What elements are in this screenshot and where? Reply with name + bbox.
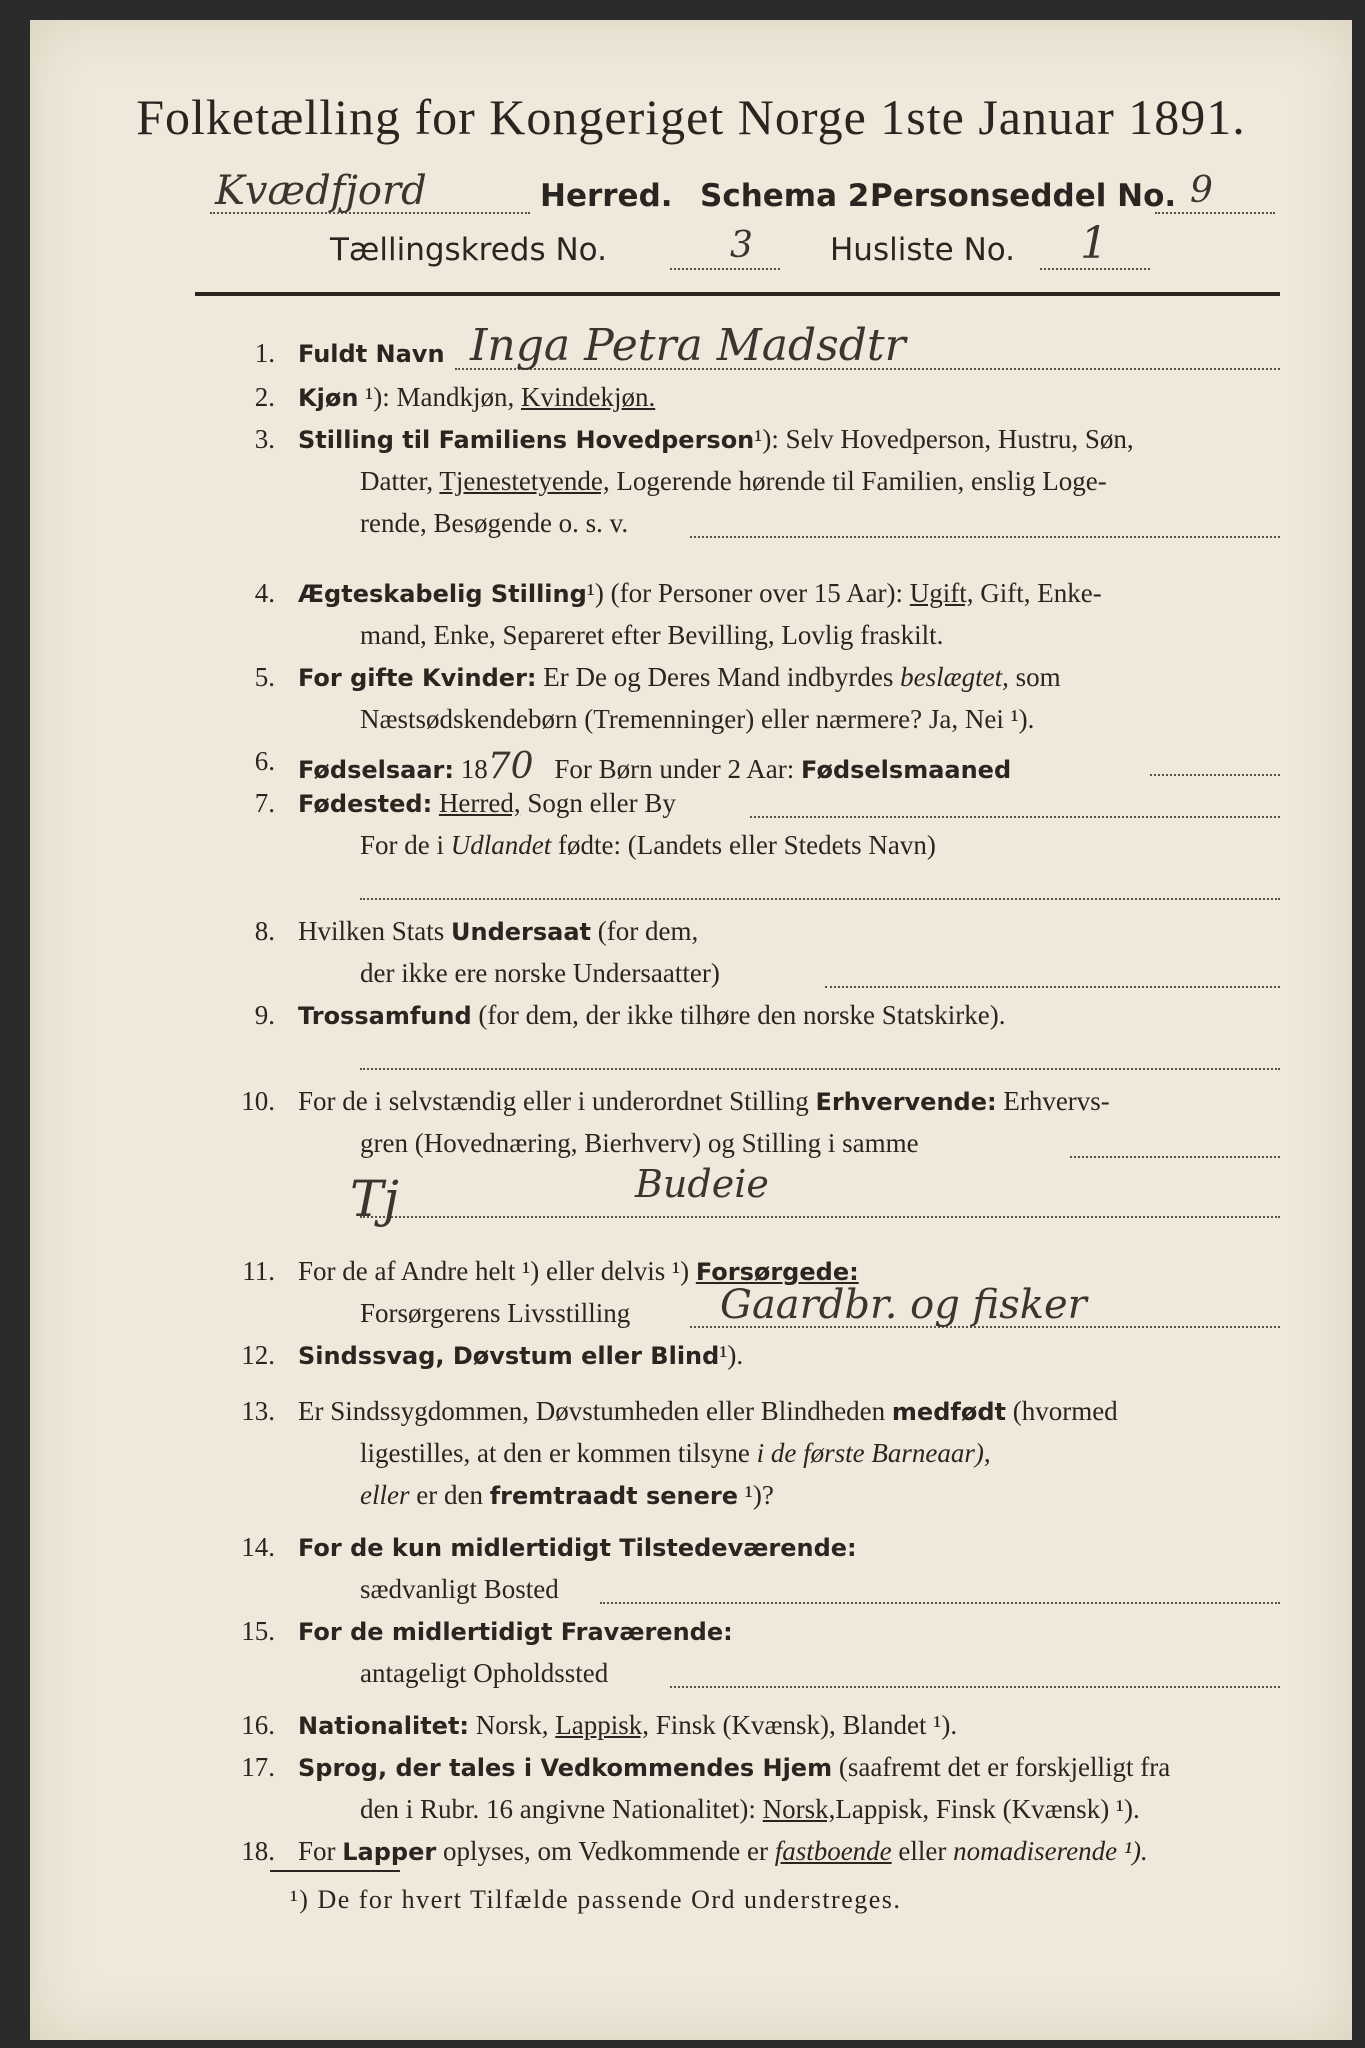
field-2-option-kvindekjon: Kvindekjøn. — [521, 382, 656, 412]
field-9-label: Trossamfund — [298, 1002, 472, 1030]
field-10-dots-1 — [1070, 1156, 1280, 1158]
field-18-label: Lapper — [342, 1838, 437, 1866]
field-17-label: Sprog, der tales i Vedkommendes Hjem — [298, 1754, 833, 1782]
form-title: Folketælling for Kongeriget Norge 1ste Januar 1891. — [136, 89, 1246, 145]
field-8-dots — [825, 986, 1280, 988]
husliste-dots — [1040, 268, 1150, 270]
field-14-label: For de kun midlertidigt Tilstedeværende: — [298, 1534, 857, 1562]
field-17-line-1 — [298, 1752, 1170, 1783]
field-16-option-lappisk: Lappisk, — [555, 1710, 650, 1740]
field-5-text-1a: Er De og Deres Mand indbyrdes — [543, 662, 894, 692]
field-4-line-2: mand, Enke, Separeret efter Bevilling, Lovlig fraskilt. — [360, 620, 944, 650]
field-4-option-ugift: Ugift, — [909, 578, 974, 608]
field-13-line-2 — [360, 1438, 991, 1469]
field-2-line — [298, 382, 655, 413]
field-16-text-2: Finsk (Kvænsk), Blandet ¹). — [655, 1710, 958, 1740]
field-15-dots — [670, 1686, 1280, 1688]
field-6-line — [298, 746, 1011, 787]
field-5-number: 5. — [254, 662, 275, 692]
personseddel-value: 9 — [1190, 170, 1213, 211]
field-3-text-2a: Datter, — [360, 466, 434, 496]
field-4-text-1a: ¹) (for Personer over 15 Aar): — [586, 578, 904, 608]
field-13-label: medfødt — [891, 1398, 1006, 1426]
field-17-line-2 — [360, 1794, 1140, 1825]
taellingskreds-dots — [670, 268, 780, 270]
personseddel-label: Personseddel No. — [870, 178, 1177, 214]
field-11-label: Forsørgede: — [695, 1258, 859, 1286]
husliste-label: Husliste No. — [830, 232, 1016, 268]
field-12-line — [298, 1340, 743, 1371]
field-2-label: Kjøn — [298, 384, 359, 412]
field-2-text: ¹): Mandkjøn, — [365, 382, 515, 412]
field-16-label: Nationalitet: — [298, 1712, 470, 1740]
field-18-text-1d: nomadiserende ¹). — [953, 1836, 1148, 1866]
field-4-label: Ægteskabelig Stilling — [298, 580, 587, 608]
field-6-year-value: 70 — [487, 746, 534, 787]
field-7-line-2 — [360, 830, 936, 861]
personseddel-dots — [1155, 212, 1275, 214]
field-13-text-2b: i de første Barneaar), — [756, 1438, 991, 1468]
field-15-number: 15. — [241, 1616, 275, 1646]
field-6-number: 6. — [254, 746, 275, 776]
schema-label: Schema 2. — [700, 178, 882, 214]
field-16-text-1: Norsk, — [475, 1710, 549, 1740]
field-9-number: 9. — [254, 1000, 275, 1030]
field-13-line-3 — [360, 1480, 774, 1511]
field-13-text-3b: er den — [416, 1480, 483, 1510]
field-3-text-1: ¹): Selv Hovedperson, Hustru, Søn, — [754, 424, 1134, 454]
field-9-text: (for dem, der ikke tilhøre den norske Statskirke). — [478, 1000, 1006, 1030]
field-10-text-1a: For de i selvstændig eller i underordnet Stilling — [298, 1086, 809, 1116]
field-3-line-1 — [298, 424, 1134, 455]
field-5-line-1 — [298, 662, 1061, 693]
field-13-text-1a: Er Sindssygdommen, Døvstumheden eller Blindheden — [298, 1396, 886, 1426]
field-13-line-1 — [298, 1396, 1118, 1427]
field-9-dots — [360, 1068, 1280, 1070]
field-14-dots — [600, 1602, 1280, 1604]
field-2-number: 2. — [254, 382, 275, 412]
field-8-line-1 — [298, 916, 698, 947]
field-7-option-herred: Herred, — [438, 788, 521, 818]
field-7-number: 7. — [254, 788, 275, 818]
field-3-label: Stilling til Familiens Hovedperson — [298, 426, 755, 454]
field-10-number: 10. — [241, 1086, 275, 1116]
field-7-text: Sogn eller By — [527, 788, 676, 818]
field-15-line-2: antageligt Opholdssted — [360, 1658, 609, 1688]
field-12-number: 12. — [241, 1340, 275, 1370]
field-10-label: Erhvervende: — [815, 1088, 997, 1116]
field-17-text-2a: den i Rubr. 16 angivne Nationalitet): — [360, 1794, 756, 1824]
field-3-number: 3. — [254, 424, 275, 454]
field-9-line — [298, 1000, 1005, 1031]
field-11-line-2: Forsørgerens Livsstilling — [360, 1298, 631, 1328]
field-8-line-2: der ikke ere norske Undersaatter) — [360, 958, 720, 988]
field-11-number: 11. — [242, 1256, 275, 1286]
field-6-label-2: Fødselsmaaned — [801, 756, 1012, 784]
taellingskreds-label: Tællingskreds No. — [330, 232, 607, 268]
field-5-text-1c: som — [1015, 662, 1061, 692]
field-7-label: Fødested: — [298, 790, 433, 818]
field-18-text-1b: oplyses, om Vedkommende er — [442, 1836, 768, 1866]
footnote-rule — [270, 1870, 400, 1872]
field-17-number: 17. — [241, 1752, 275, 1782]
field-7-text-2a: For de i — [360, 830, 444, 860]
field-14-line-2: sædvanligt Bosted — [360, 1574, 559, 1604]
field-10-erhverv-value: Budeie — [635, 1162, 769, 1206]
field-4-line-1 — [298, 578, 1102, 609]
field-1-label: Fuldt Navn — [298, 340, 445, 368]
field-6-text: For Børn under 2 Aar: — [554, 754, 795, 784]
field-12-text: ¹). — [719, 1340, 744, 1370]
field-16-number: 16. — [241, 1710, 275, 1740]
field-4-number: 4. — [254, 578, 275, 608]
field-17-text-2b: Lappisk, Finsk (Kvænsk) ¹). — [835, 1794, 1140, 1824]
field-1-number: 1. — [254, 338, 275, 368]
herred-dots — [210, 212, 530, 214]
field-16-line — [298, 1710, 957, 1741]
field-3-option-tjenestetyende: Tjenestetyende, — [439, 466, 610, 496]
field-3-stilling-mark: Tj — [350, 1170, 399, 1228]
field-8-label: Undersaat — [451, 918, 592, 946]
field-13-text-3a: eller — [360, 1480, 410, 1510]
field-7-dots-1 — [750, 816, 1280, 818]
field-15-label: For de midlertidigt Fraværende: — [298, 1618, 733, 1646]
field-8-number: 8. — [254, 916, 275, 946]
field-6-dots — [1150, 774, 1280, 776]
field-18-text-1a: For — [298, 1836, 336, 1866]
field-6-prefix: 18 — [460, 754, 488, 784]
census-form-sheet — [30, 20, 1352, 2040]
field-18-line — [298, 1836, 1148, 1867]
field-18-option-fastboende: fastboende — [774, 1836, 892, 1866]
field-18-number: 18. — [241, 1836, 275, 1866]
field-8-text-1b: (for dem, — [597, 916, 699, 946]
field-14-number: 14. — [241, 1532, 275, 1562]
field-7-dots-2 — [360, 898, 1280, 900]
taellingskreds-value: 3 — [730, 225, 753, 266]
field-1-name-value: Inga Petra Madsdtr — [470, 320, 906, 371]
field-3-line-3: rende, Besøgende o. s. v. — [360, 508, 629, 538]
field-10-line-2: gren (Hovednæring, Bierhverv) og Stilling i samme — [360, 1128, 919, 1158]
field-12-label: Sindssvag, Døvstum eller Blind — [298, 1342, 720, 1370]
header-rule — [195, 292, 1280, 296]
field-10-dots-2 — [360, 1216, 1280, 1218]
field-5-line-2: Næstsødskendebørn (Tremenninger) eller nærmere? Ja, Nei ¹). — [360, 704, 1035, 734]
field-13-number: 13. — [241, 1396, 275, 1426]
field-4-text-1c: Gift, Enke- — [980, 578, 1102, 608]
field-7-text-2c: fødte: (Landets eller Stedets Navn) — [558, 830, 936, 860]
field-7-text-2b: Udlandet — [450, 830, 552, 860]
field-3-text-2c: Logerende hørende til Familien, enslig Loge- — [616, 466, 1107, 496]
herred-label: Herred. — [540, 178, 673, 214]
field-5-text-1b: beslægtet, — [900, 662, 1009, 692]
field-13-text-3c: ¹)? — [744, 1480, 774, 1510]
herred-value: Kvædfjord — [215, 168, 427, 214]
field-7-line-1 — [298, 788, 676, 819]
field-17-option-norsk: Norsk, — [762, 1794, 836, 1824]
footnote: ¹) De for hvert Tilfælde passende Ord understreges. — [290, 1885, 902, 1914]
field-18-text-1c: eller — [898, 1836, 947, 1866]
field-13-text-2a: ligestilles, at den er kommen tilsyne — [360, 1438, 750, 1468]
field-13-text-1b: (hvormed — [1012, 1396, 1118, 1426]
field-17-text-1: (saafremt det er forskjelligt fra — [838, 1752, 1171, 1782]
field-8-text-1a: Hvilken Stats — [298, 916, 445, 946]
field-11-forsorger-value: Gaardbr. og fisker — [720, 1282, 1087, 1328]
field-3-line-2 — [360, 466, 1107, 497]
husliste-value: 1 — [1080, 218, 1108, 269]
field-3-dots — [690, 536, 1280, 538]
field-10-text-1b: Erhvervs- — [1003, 1086, 1110, 1116]
field-10-line-1 — [298, 1086, 1110, 1117]
field-6-label: Fødselsaar: — [298, 756, 454, 784]
field-5-label: For gifte Kvinder: — [298, 664, 537, 692]
field-13-label-2: fremtraadt senere — [489, 1482, 739, 1510]
field-11-text-1a: For de af Andre helt ¹) eller delvis ¹) — [298, 1256, 690, 1286]
